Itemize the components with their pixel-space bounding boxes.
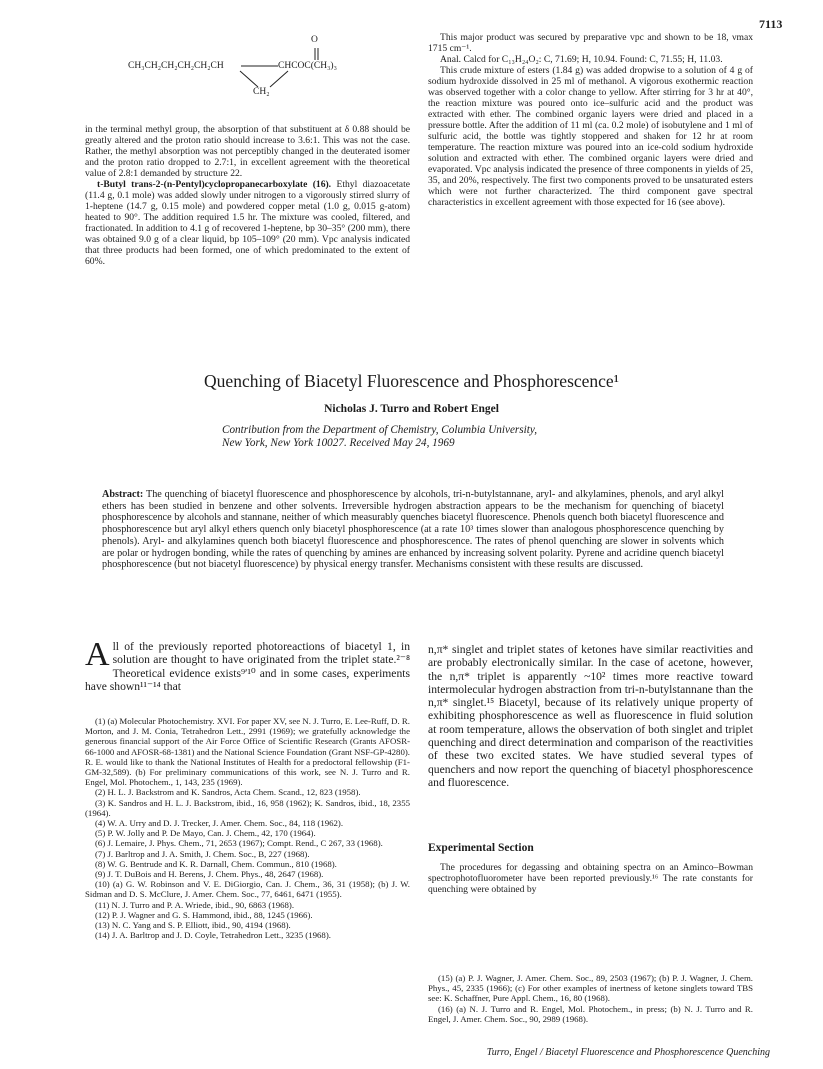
ester-group: CHCOC(CH₃)₃ <box>278 61 337 71</box>
footnote: (7) J. Barltrop and J. A. Smith, J. Chem. Soc., B, 227 (1968). <box>95 848 310 859</box>
article-title: Quenching of Biacetyl Fluorescence and Phosphorescence¹ <box>204 371 619 391</box>
top-left-column <box>85 124 410 267</box>
paragraph-text: Ethyl diazoacetate (11.4 g, 0.1 mole) was added slowly under nitrogen to a vigorously stirred slurry of 1-heptene (14.7 g, 0.15 mole) and powdered copper metal (1.0 g, 0.015 g-atom) heated to 90°. The addition required 1.5 hr. The mixture was cooled, filtered, and fractionated. In addition to 4.1 g of recovered 1-heptene, bp 30–35° (200 mm), there was obtained 9.0 g of a clear liquid, bp 105–109° (20 mm). Vpc analysis indicated that three products had been formed, one of which predominated to the extent of 60%. <box>85 179 410 267</box>
top-right-column <box>428 32 753 208</box>
page-number: 7113 <box>759 17 783 31</box>
carbonyl-oxygen: O <box>311 35 318 45</box>
experimental-text <box>428 862 753 895</box>
footnote: (3) K. Sandros and H. L. J. Backstrom, ibid., 16, 958 (1962); K. Sandros, ibid., 18, 2355 (1964). <box>85 797 410 818</box>
footnote: (4) W. A. Urry and D. J. Trecker, J. Amer. Chem. Soc., 84, 118 (1962). <box>95 818 344 829</box>
paragraph: This crude mixture of esters (1.84 g) was added dropwise to a solution of 4 g of sodium hydroxide dissolved in 25 ml of methanol. A vigorous exothermic reaction was observed together with a color change to yellow. After stirring for 3 hr at 40°, the reaction mixture was poured onto ice–sulfuric acid and the product was extracted with ether. The combined organic layers were dried and placed in a pressure bottle. After the addition of 11 ml (ca. 0.2 mole) of isobutylene and 1 ml of sulfuric acid, the bottle was tightly stoppered and shaken for 12 hr at room temperature. The reaction mixture was poured into an ice-cold sodium hydroxide solution and extracted with ether. The combined organic layers were dried and evaporated. Vpc analysis indicated the presence of three components in yields of 25, 35, and 20%, respectively. The first two components proved to be unsaturated esters which were not further characterized. The third component gave spectral characteristics in excellent agreement with those expected for 16 (see above). <box>428 65 753 208</box>
footnote: (15) (a) P. J. Wagner, J. Amer. Chem. Soc., 89, 2503 (1967); (b) P. J. Wagner, J. Chem. Phys., 45, 2335 (1966); (c) For other examples of inertness of ketone singlets toward TBS see: K. Schaffner, Pure Appl. Chem., 16, 80 (1968). <box>428 973 753 1004</box>
chemical-structure <box>128 35 428 110</box>
footnote: (9) J. T. DuBois and H. Berens, J. Chem. Phys., 48, 2647 (1968). <box>95 869 324 880</box>
footnote: (16) (a) N. J. Turro and R. Engel, Mol. Photochem., in press; (b) N. J. Turro and R. Engel, J. Amer. Chem. Soc., 90, 2989 (1968). <box>428 1003 753 1024</box>
dropcap: A <box>85 636 110 673</box>
intro-text: ll of the previously reported photoreactions of biacetyl 1, in solution are thought to have originated from the triplet state.²⁻⁸ Theoretical evidence exists⁹ʹ¹⁰ and in some cases, experiments have shown¹¹⁻¹⁴ that <box>85 640 410 693</box>
footnote: (10) (a) G. W. Robinson and V. E. DiGiorgio, Can. J. Chem., 36, 31 (1958); (b) J. W. Sidman and D. S. McClure, J. Amer. Chem. Soc., 77, 6461, 6471 (1955). <box>85 879 410 900</box>
article-authors: Nicholas J. Turro and Robert Engel <box>324 403 499 415</box>
intro-left <box>85 636 410 693</box>
footnote: (8) W. G. Bentrude and K. R. Darnall, Chem. Commun., 810 (1968). <box>95 858 337 869</box>
footnotes-left <box>85 716 410 940</box>
compound-heading: t-Butyl trans-2-(n-Pentyl)cyclopropanecarboxylate (16). <box>97 179 332 190</box>
structure-bonds <box>128 35 428 110</box>
footnote: (14) J. A. Barltrop and J. D. Coyle, Tetrahedron Lett., 3235 (1968). <box>95 930 331 941</box>
affiliation-line: New York, New York 10027. Received May 24, 1969 <box>222 437 455 449</box>
abstract <box>102 489 724 571</box>
methylene-group: CH₂ <box>253 87 270 97</box>
footnote: (6) J. Lemaire, J. Phys. Chem., 71, 2653 (1967); Compt. Rend., C 267, 33 (1968). <box>95 838 383 849</box>
abstract-text: The quenching of biacetyl fluorescence and phosphorescence by alcohols, tri-n-butylstannane, aryl- and alkylamines, phenols, and aryl alkyl ethers has been studied in benzene and other solvents. Irreversible hydrogen abstraction appears to be the mechanism for quenching of biacetyl phosphorescence by alcohols and stannane, neither of which measurably quenches biacetyl fluorescence. Phenols quench both biacetyl fluorescence and phosphorescence but aryl alkyl ethers quench only biacetyl phosphorescence (at a rate 10³ times slower than analogous phosphorescence quenching by phenols). Aryl- and alkylamines quench both biacetyl fluorescence and phosphorescence. The rates of phenol quenching are slower in solvents which are polar or hydrogen bonding, while the rates of quenching by amines are enhanced by increasing solvent polarity. Pyrene and acridine quench biacetyl phosphorescence (but not biacetyl fluorescence) by physical energy transfer. Mechanisms consistent with these results are discussed. <box>102 489 724 571</box>
alkyl-chain: CH₃CH₂CH₂CH₂CH₂CH <box>128 61 224 71</box>
footnote: (2) H. L. J. Backstrom and K. Sandros, Acta Chem. Scand., 12, 823 (1958). <box>95 787 361 798</box>
paragraph: Anal. Calcd for C₁₃H₂₄O₂: C, 71.69; H, 10.94. Found: C, 71.55; H, 11.03. <box>440 54 723 65</box>
footnotes-right <box>428 973 753 1024</box>
footnote: (1) (a) Molecular Photochemistry. XVI. For paper XV, see N. J. Turro, E. Lee-Ruff, D. R. Morton, and J. M. Conia, Tetrahedron Lett., 2991 (1969); we gratefully acknowledge the generous financial support of the Air Force Office of Scientific Research (Grants AFOSR-66-1000 and AFOSR-68-1381) and the National Science Foundation (Grant NSF-GP-4280). R. E. would like to thank the National Institutes of Health for a predoctoral fellowship (F1-GM-32,589). (b) For preliminary communications of this work, see N. J. Turro and R. Engel, Mol. Photochem., 1, 143, 235 (1969). <box>85 716 411 788</box>
abstract-label: Abstract: <box>102 489 144 500</box>
footnote: (13) N. C. Yang and S. P. Elliott, ibid., 90, 4194 (1968). <box>95 920 291 931</box>
footnote: (11) N. J. Turro and P. A. Wriede, ibid., 90, 6863 (1968). <box>95 899 295 910</box>
running-footer: Turro, Engel / Biacetyl Fluorescence and Phosphorescence Quenching <box>486 1047 770 1058</box>
paragraph: in the terminal methyl group, the absorption of that substituent at δ 0.88 should be greatly altered and the proton ratio should increase to 3.6:1. This was not the case. Rather, the methyl absorption was not perceptibly changed in the deuterated isomer and the proton ratio dropped to 2.7:1, in excellent agreement with the theoretical value of 2.8:1 demanded by structure 22. <box>85 124 410 179</box>
section-heading: Experimental Section <box>428 842 534 854</box>
footnote: (5) P. W. Jolly and P. De Mayo, Can. J. Chem., 42, 170 (1964). <box>95 828 316 839</box>
intro-right <box>428 643 753 789</box>
affiliation <box>222 424 642 450</box>
paragraph: The procedures for degassing and obtaining spectra on an Aminco–Bowman spectrophotofluorometer have been reported previously.¹⁶ The rate constants for quenching were obtained by <box>428 862 753 895</box>
footnote: (12) P. J. Wagner and G. S. Hammond, ibid., 88, 1245 (1966). <box>95 909 313 920</box>
paragraph: This major product was secured by preparative vpc and shown to be 18, νmax 1715 cm⁻¹. <box>428 32 753 54</box>
paragraph <box>85 179 410 267</box>
intro-text: n,π* singlet and triplet states of ketones have similar reactivities and are probably electronically similar. In the case of acetone, however, the n,π* triplet is apparently ~10² times more reactive toward intermolecular hydrogen abstraction from tri-n-butylstannane than the n,π* singlet.¹⁵ Biacetyl, because of its relatively unique property of exhibiting phosphorescence as well as fluorescence in fluid solution at room temperature, allows the observation of both singlet and triplet quenching and direct determination and comparison of the reactivities of these two excited states. We have studied several types of quenchers and now report the quenching of biacetyl phosphorescence and fluorescence. <box>428 643 753 789</box>
affiliation-line: Contribution from the Department of Chemistry, Columbia University, <box>222 424 538 436</box>
